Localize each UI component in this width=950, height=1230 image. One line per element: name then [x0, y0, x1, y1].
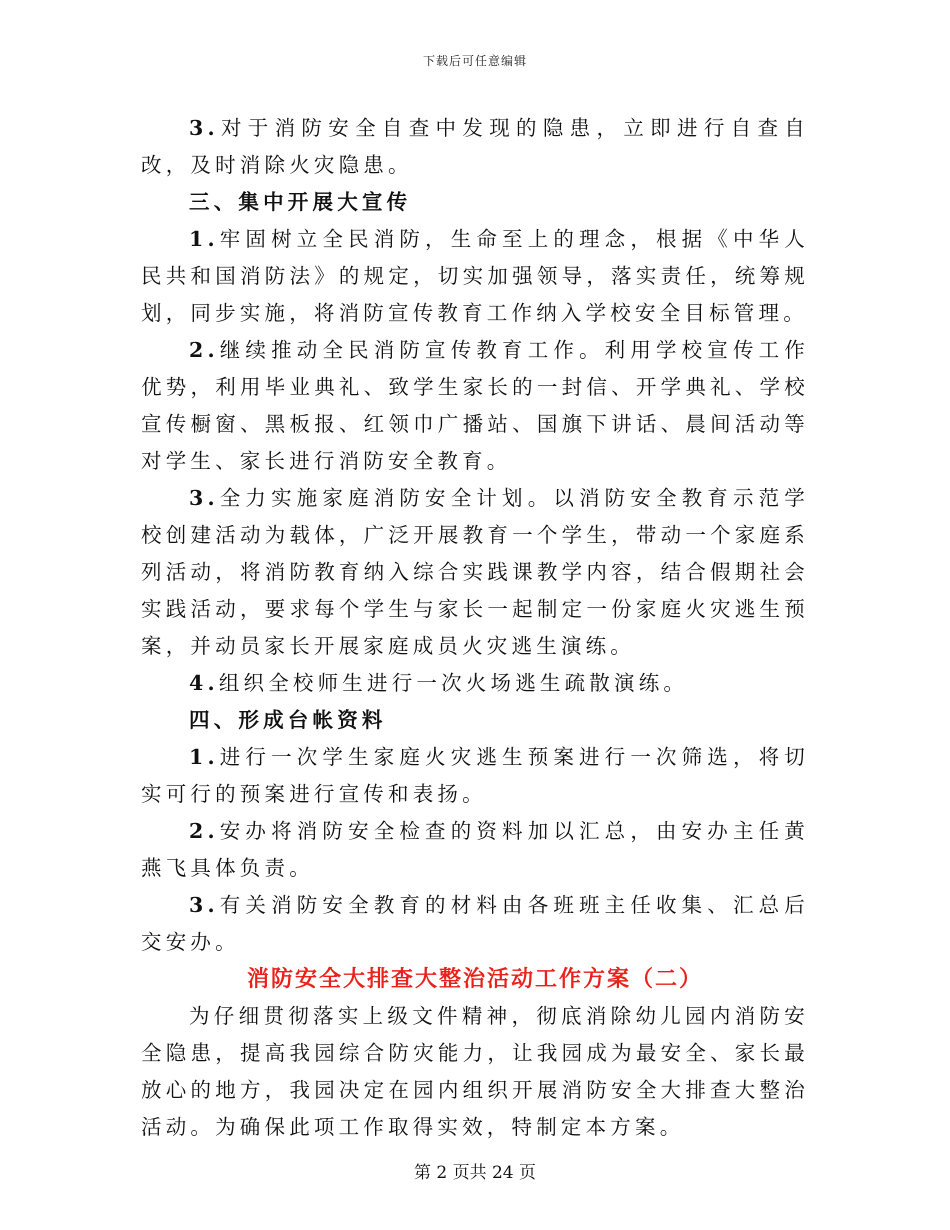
item-number: 1. [189, 227, 219, 251]
paragraph-text: 牢固树立全民消防，生命至上的理念，根据《中华人民共和国消防法》的规定，切实加强领导，落实责任，统筹规划，同步实施，将消防宣传教育工作纳入学校安全目标管理。 [141, 227, 809, 325]
paragraph-text: 进行一次学生家庭火灾逃生预案进行一次筛选，将切实可行的预案进行宣传和表扬。 [141, 745, 809, 806]
item-number: 3. [189, 486, 219, 510]
item-number: 3. [189, 893, 219, 917]
section-heading: 三、集中开展大宣传 [189, 190, 412, 214]
section-heading: 四、形成台帐资料 [189, 708, 387, 732]
paragraph [141, 887, 809, 961]
paragraph-text: 组织全校师生进行一次火场逃生疏散演练。 [218, 671, 689, 695]
item-number: 2. [189, 338, 219, 362]
paragraph [141, 813, 809, 887]
paragraph [141, 110, 809, 184]
paragraph-text: 安办将消防安全检查的资料加以汇总，由安办主任黄燕飞具体负责。 [141, 819, 809, 880]
paragraph [141, 332, 809, 480]
document-body [141, 110, 809, 1146]
paragraph-text: 有关消防安全教育的材料由各班班主任收集、汇总后交安办。 [141, 893, 809, 954]
paragraph [141, 739, 809, 813]
paragraph [141, 480, 809, 665]
item-number: 4. [189, 671, 219, 695]
paragraph [141, 221, 809, 332]
paragraph: 为仔细贯彻落实上级文件精神，彻底消除幼儿园内消防安全隐患，提高我园综合防灾能力，让我园成为最安全、家长最放心的地方，我园决定在园内组织开展消防安全大排查大整治活动。为确保此项工作取得实效，特制定本方案。 [141, 1004, 809, 1139]
item-number: 2. [189, 819, 219, 843]
page-footer: 第 2 页共 24 页 [413, 1163, 537, 1183]
page-header: 下载后可任意编辑 [422, 54, 527, 68]
item-number: 3. [189, 116, 219, 140]
paragraph [141, 665, 809, 702]
paragraph-text: 对于消防安全自查中发现的隐患，立即进行自查自改，及时消除火灾隐患。 [141, 116, 809, 177]
item-number: 1. [189, 745, 219, 769]
paragraph-text: 全力实施家庭消防安全计划。以消防安全教育示范学校创建活动为载体，广泛开展教育一个学生，带动一个家庭系列活动，将消防教育纳入综合实践课教学内容，结合假期社会实践活动，要求每个学生与家长一起制定一份家庭火灾逃生预案，并动员家长开展家庭成员火灾逃生演练。 [141, 486, 809, 658]
document-title: 消防安全大排查大整治活动工作方案（二） [246, 966, 703, 992]
paragraph-text: 继续推动全民消防宣传教育工作。利用学校宣传工作优势，利用毕业典礼、致学生家长的一封信、开学典礼、学校宣传橱窗、黑板报、红领巾广播站、国旗下讲话、晨间活动等对学生、家长进行消防安全教育。 [141, 338, 809, 473]
